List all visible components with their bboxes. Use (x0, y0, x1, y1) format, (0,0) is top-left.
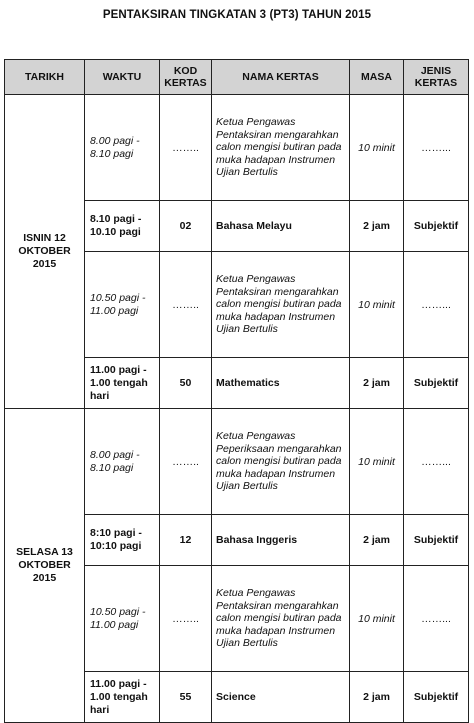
duration-cell: 2 jam (350, 358, 404, 409)
header-kod-kertas: KOD KERTAS (160, 60, 212, 95)
type-cell: ……... (404, 566, 469, 672)
duration-cell: 2 jam (350, 201, 404, 252)
type-cell: Subjektif (404, 201, 469, 252)
header-tarikh: TARIKH (5, 60, 85, 95)
code-cell: …….. (160, 566, 212, 672)
duration-cell: 2 jam (350, 672, 404, 723)
date-cell (5, 95, 85, 409)
code-cell: …….. (160, 409, 212, 515)
code-cell: …….. (160, 252, 212, 358)
code-cell: …….. (160, 95, 212, 201)
paper-name-cell: Bahasa Inggeris (212, 515, 350, 566)
type-cell: ……... (404, 252, 469, 358)
header-waktu: WAKTU (85, 60, 160, 95)
paper-name-cell: Science (212, 672, 350, 723)
code-cell: 02 (160, 201, 212, 252)
time-cell: 11.00 pagi - 1.00 tengah hari (85, 672, 160, 723)
time-cell: 10.50 pagi - 11.00 pagi (85, 566, 160, 672)
duration-cell: 10 minit (350, 95, 404, 201)
header-nama-kertas: NAMA KERTAS (212, 60, 350, 95)
type-cell: Subjektif (404, 358, 469, 409)
date-label: SELASA 13 OKTOBER 2015 (16, 546, 73, 584)
time-cell: 8.10 pagi - 10.10 pagi (85, 201, 160, 252)
table-row (5, 409, 469, 515)
duration-cell: 10 minit (350, 566, 404, 672)
page-title: PENTAKSIRAN TINGKATAN 3 (PT3) TAHUN 2015 (102, 9, 372, 21)
header-masa: MASA (350, 60, 404, 95)
paper-name-cell: Ketua Pengawas Pentaksiran mengarahkan calon mengisi butiran pada muka hadapan Instrumen Ujian Bertulis (212, 566, 350, 672)
date-cell (5, 409, 85, 723)
time-cell: 8.00 pagi - 8.10 pagi (85, 95, 160, 201)
paper-name-cell: Ketua Pengawas Peperiksaan mengarahkan calon mengisi butiran pada muka hadapan Instrumen Ujian Bertulis (212, 409, 350, 515)
code-cell: 12 (160, 515, 212, 566)
paper-name-cell: Ketua Pengawas Pentaksiran mengarahkan calon mengisi butiran pada muka hadapan Instrumen Ujian Bertulis (212, 252, 350, 358)
table-row (5, 95, 469, 201)
code-cell: 55 (160, 672, 212, 723)
header-jenis-kertas: JENIS KERTAS (404, 60, 469, 95)
date-label: ISNIN 12 OKTOBER 2015 (18, 232, 71, 270)
type-cell: ……... (404, 409, 469, 515)
paper-name-cell: Ketua Pengawas Pentaksiran mengarahkan calon mengisi butiran pada muka hadapan Instrumen Ujian Bertulis (212, 95, 350, 201)
paper-name-cell: Bahasa Melayu (212, 201, 350, 252)
type-cell: Subjektif (404, 672, 469, 723)
time-cell: 8.00 pagi - 8.10 pagi (85, 409, 160, 515)
duration-cell: 10 minit (350, 252, 404, 358)
type-cell: Subjektif (404, 515, 469, 566)
duration-cell: 10 minit (350, 409, 404, 515)
time-cell: 10.50 pagi - 11.00 pagi (85, 252, 160, 358)
duration-cell: 2 jam (350, 515, 404, 566)
time-cell: 11.00 pagi - 1.00 tengah hari (85, 358, 160, 409)
code-cell: 50 (160, 358, 212, 409)
header-row (5, 60, 469, 95)
exam-schedule-table (4, 59, 469, 723)
time-cell: 8:10 pagi - 10:10 pagi (85, 515, 160, 566)
type-cell: ……... (404, 95, 469, 201)
paper-name-cell: Mathematics (212, 358, 350, 409)
